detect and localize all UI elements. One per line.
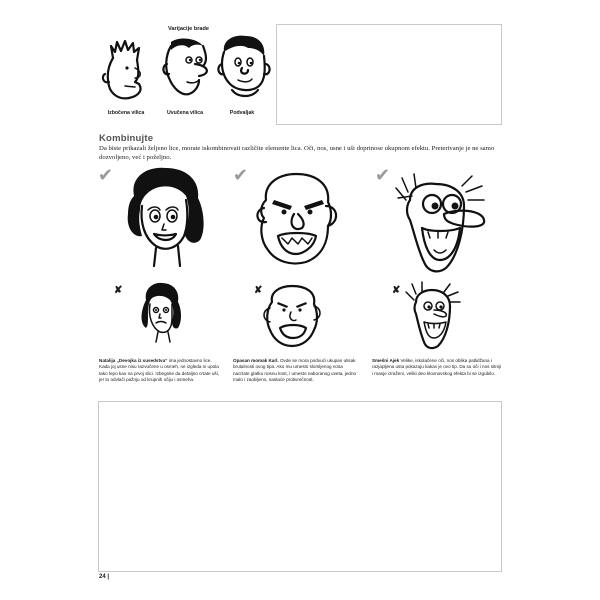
caption-receding-jaw: Uvučena vilica (166, 110, 204, 116)
incorrect-cross-mark: ✘ (392, 285, 401, 296)
description-karl-text: Ovde se mora podvući ukupan utisak brutalnosti ovog tipa. Ako mu umesto slomljenog nosa nacrtate glatku nosnu kost, i umesto naboranog uveta, jedno malo i zaobljeno, nastaće protivrečnost. (233, 358, 357, 383)
section-heading: Kombinujte (99, 133, 154, 144)
description-ajek (372, 358, 502, 377)
karl-bad-face-illustration (260, 284, 326, 348)
ajek-bad-face-illustration (404, 282, 464, 352)
double-chin-face-illustration (214, 34, 274, 104)
natalija-bad-face-illustration (138, 282, 182, 344)
karl-good-face-illustration (252, 170, 342, 270)
page-number: 24 | (99, 574, 110, 580)
description-natalija (99, 358, 221, 384)
correct-check-mark: ✔ (98, 165, 114, 185)
description-natalija-name: Natalija „Devojka iz susedstva“ (99, 358, 168, 363)
description-ajek-text: Velike, iskolačene oči, nos oblika patlidžana i razjapljena usta pokazuju kakav je ovo tip. Da su oči i nos sitniji i manje izraženi, veliki deo klovnovskog efekta bi se izgubilo. (372, 358, 501, 376)
section-intro-text: Da biste prikazali željeno lice, morate iskombinovati različite elemente lica. Oči, nos, usne i uši doprinose ukupnom efektu. Preterivanje je ne samo dozvoljeno, već i poželjno. (99, 145, 495, 161)
description-karl (233, 358, 357, 384)
blank-image-frame-top (276, 24, 502, 125)
protruding-jaw-face-illustration (95, 38, 157, 104)
description-natalija-text: ima jednostavno lice. Kada joj usne nisu razvučene u osmeh, ne izgleda ni upola tako lepo kao na prvoj slici. Izbegnite da detaljno crtate uši, jer to odvlači pažnju od krupnih očiju i osmeha. (99, 358, 220, 383)
correct-check-mark: ✔ (233, 165, 249, 185)
blank-image-frame-bottom (98, 401, 502, 572)
natalija-good-face-illustration (120, 166, 210, 272)
incorrect-cross-mark: ✘ (114, 285, 123, 296)
incorrect-cross-mark: ✘ (254, 285, 263, 296)
caption-double-chin: Podvaljak (229, 110, 255, 116)
description-ajek-name: Smešni Ajek (372, 358, 400, 363)
receding-jaw-face-illustration (157, 36, 215, 104)
caption-protruding-jaw: Izbočena vilica (107, 110, 145, 116)
ajek-good-face-illustration (392, 170, 492, 280)
correct-check-mark: ✔ (375, 165, 391, 185)
description-karl-name: Opasan momak Karl. (233, 358, 279, 363)
chin-variations-title: Varijacije brade (168, 26, 210, 32)
